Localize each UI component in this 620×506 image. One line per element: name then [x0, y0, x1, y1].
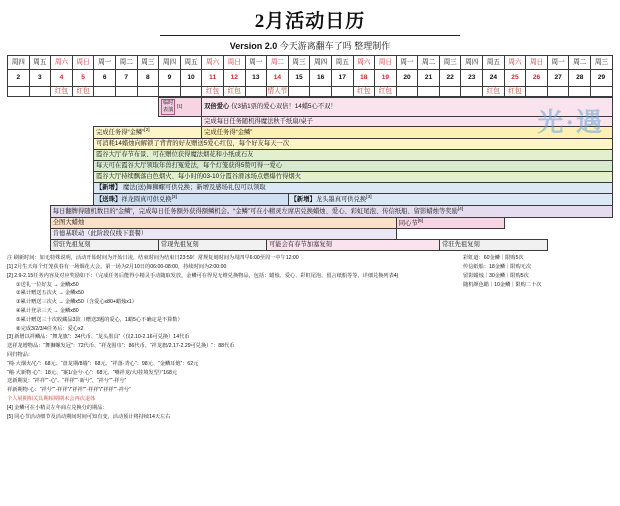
note-right-line: 留影蜡烛｜30金鳞｜限购5次 — [463, 272, 529, 279]
weekday-cell: 周二 — [115, 56, 137, 70]
row3-left: 完成任务得“金鳞”[2] — [94, 127, 202, 139]
table-row — [7, 205, 613, 217]
note-line: [3] 新增以祥鳞品：“舞龙旗”：34代币、“龙头墨具”（仅2.10-2.16可兑换）14代币 — [7, 334, 190, 341]
weekday-row — [8, 56, 613, 70]
day-sublabel — [245, 87, 267, 97]
day-sublabel — [526, 87, 548, 97]
note-line: 个人展期相关具期相期期末会再次退体 — [7, 395, 96, 402]
row13-right: 可能会有春节加塞复刻 — [267, 240, 440, 251]
day-sublabel-row — [8, 87, 613, 97]
row13-left: 常驻先祖复刻 — [50, 240, 158, 251]
temp-performance-tag: 临时 表演 — [162, 100, 174, 113]
weekday-cell: 周六 — [504, 56, 526, 70]
day-sublabel — [396, 87, 418, 97]
row11-right: 同心节[5] — [396, 217, 504, 229]
day-number: 27 — [547, 70, 569, 87]
table-row — [7, 217, 613, 229]
note-line: 送祥龙增物品：“舞狮螺发冠”：72代币、“祥龙围巾”：86代币、“祥龙旗/2.17-2.29可兑换）“：88代币 — [7, 343, 235, 350]
table-row — [7, 150, 613, 161]
weekday-cell: 周二 — [267, 56, 289, 70]
table-row — [7, 182, 613, 193]
table-row — [7, 171, 613, 182]
day-number: 13 — [245, 70, 267, 87]
weekday-cell: 周三 — [137, 56, 159, 70]
day-number: 19 — [375, 70, 397, 87]
table-row — [7, 161, 613, 172]
weekday-cell: 周四 — [461, 56, 483, 70]
day-number: 23 — [461, 70, 483, 87]
subtitle-text: 今天游离翻车了吗 整理制作 — [279, 41, 391, 51]
day-number: 28 — [569, 70, 591, 87]
row13-far: 常驻先祖复刻 — [440, 240, 548, 251]
day-number: 12 — [223, 70, 245, 87]
table-row — [7, 139, 613, 150]
day-number: 25 — [504, 70, 526, 87]
page-subtitle — [0, 39, 620, 52]
day-sublabel: 红包 — [504, 87, 526, 97]
day-number: 11 — [202, 70, 224, 87]
double-heart-text: 仅3猫1票的爱心双倍！14蜡5心不双！ — [231, 102, 337, 110]
note-line: 注 刷新时间：如无特殊说明，活动开始时间为开始日凌，结束时间为结束日23:59！常规复刻时间为周四早6:00至周一中午12:00 — [7, 255, 299, 262]
weekday-cell: 周一 — [245, 56, 267, 70]
note-right-line: 传信纸船：18金鳞｜限购无次 — [463, 263, 532, 270]
weekday-cell: 周三 — [288, 56, 310, 70]
weekday-cell: 周一 — [94, 56, 116, 70]
weekday-cell: 周六 — [51, 56, 73, 70]
day-sublabel — [331, 87, 353, 97]
day-number: 20 — [396, 70, 418, 87]
day-number: 29 — [591, 70, 613, 87]
note-line: 祥新期物·心：“祥兮”“·祥祥”/“祥祥”“·祥祥”/“祥祥”“·祥兮” — [7, 387, 131, 394]
weekday-cell: 周一 — [396, 56, 418, 70]
weekday-cell: 周日 — [375, 56, 397, 70]
row12-content: 肯德基联动（此阶段仅线下套餐） — [50, 229, 396, 240]
document-page — [0, 6, 620, 506]
note-line: “稽·大新物·心”：18元、“案1/金兮·心”：68元、“嘴祥龙/大/挂境发型）”168元 — [7, 369, 178, 376]
notes-section — [7, 255, 613, 422]
day-number: 22 — [439, 70, 461, 87]
day-number: 24 — [483, 70, 505, 87]
day-sublabel: 红包 — [51, 87, 73, 97]
weekday-cell: 周五 — [331, 56, 353, 70]
day-sublabel: 红包 — [72, 87, 94, 97]
day-number: 26 — [526, 70, 548, 87]
day-number: 9 — [159, 70, 181, 87]
day-number: 7 — [115, 70, 137, 87]
day-sublabel — [115, 87, 137, 97]
day-sublabel: 红包 — [375, 87, 397, 97]
note-line: ②累计赠送五次火 → 金鳞x50 — [16, 290, 84, 297]
weekday-cell: 周一 — [547, 56, 569, 70]
day-number: 21 — [418, 70, 440, 87]
day-sublabel — [29, 87, 51, 97]
day-number: 4 — [51, 70, 73, 87]
day-number: 18 — [353, 70, 375, 87]
day-number: 16 — [310, 70, 332, 87]
row6-content: 每天可在霞谷大厅领取年兽打冤爱法，每个灯笼获得5赞可得一爱心 — [94, 161, 613, 172]
day-sublabel — [547, 87, 569, 97]
weekday-cell: 周二 — [418, 56, 440, 70]
weekday-cell: 周五 — [29, 56, 51, 70]
day-number: 5 — [72, 70, 94, 87]
weekday-cell: 周四 — [310, 56, 332, 70]
day-number: 3 — [29, 70, 51, 87]
day-number: 10 — [180, 70, 202, 87]
row2-content: 完成每日任务随机得魔法秋千纸扇/桌子 — [202, 116, 613, 127]
weekday-cell: 周日 — [526, 56, 548, 70]
note-line: 送新期复：“祥祥”“·心”、“祥祥”“·新兮”、“祥兮”“·祥兮” — [7, 378, 127, 385]
row4-content: 可消耗14蜡烛向解锁了背背的好友赠送5爱心红包，每个好友每天一次 — [94, 139, 613, 150]
day-sublabel — [180, 87, 202, 97]
day-sublabel: 红包 — [483, 87, 505, 97]
note-line: [1] 2月生天每个灯笼获春有一场烟花大会，第一场为2月10日的06:00-08:00，持续时间为2:00:00 — [7, 263, 227, 270]
day-sublabel — [418, 87, 440, 97]
table-row — [7, 127, 613, 139]
title-divider — [160, 35, 460, 36]
row11-left: 全图大蜡烛 — [50, 217, 396, 229]
note-line: ①送礼一位好友 → 金鳞x50 — [16, 281, 79, 288]
row5-content: 霞谷大厅春节布景、可在赠位获得魔法烟花和小纸或石友 — [94, 150, 613, 161]
note-right-line: 随机颜色蜡｜10金鳞｜限购二十次 — [463, 281, 542, 288]
calendar-header — [7, 55, 613, 97]
row9-left: 【送珠】祥龙圆真可供兑换[3] — [94, 193, 289, 205]
note-line: 回归物品： — [7, 351, 33, 358]
weekday-cell: 周二 — [569, 56, 591, 70]
watermark: 光·遇 — [537, 108, 604, 137]
note-right-line: 彩虹道：60金鳞｜限购5次 — [463, 255, 524, 262]
day-sublabel — [310, 87, 332, 97]
weekday-cell: 周日 — [72, 56, 94, 70]
day-sublabel — [94, 87, 116, 97]
day-sublabel — [591, 87, 613, 97]
row7-content: 霞谷大厅持续飘落白色烟火、每小时的03-10分霞谷滑冰场点燃爆竹得烟火 — [94, 171, 613, 182]
row8-content: 【新增】 魔法(送)舞狮螺可供兑换；新增及感场礼包可以领取 — [94, 182, 613, 193]
weekday-cell: 周四 — [159, 56, 181, 70]
row13-mid: 常现先祖复刻 — [158, 240, 266, 251]
day-number: 15 — [288, 70, 310, 87]
row3-right: 完成任务得“金鳞” — [202, 127, 613, 139]
day-number-row — [8, 70, 613, 87]
event-rows — [7, 97, 613, 251]
weekday-cell: 周六 — [353, 56, 375, 70]
day-sublabel — [8, 87, 30, 97]
weekday-cell: 周三 — [439, 56, 461, 70]
note-line: ④累计登录三天 → 金鳞x80 — [16, 307, 79, 314]
day-sublabel: 情人节 — [267, 87, 288, 95]
day-sublabel — [288, 87, 310, 97]
note-line: ⑥完成3/2/3/4任务后：爱心x2 — [16, 325, 84, 332]
table-row — [7, 193, 613, 205]
version-label: Version 2.0 — [229, 41, 278, 51]
note-line: [2] 2.9-2.15任务内容及对应奖励如下：（完成任务后能得小精灵手动随取发放，金鳞可在得见无维兑换物品，包括：蜡烛、爱心、彩虹尾泡、留言纸船等等，详细兑换列表4) — [7, 272, 399, 279]
weekday-cell: 周五 — [483, 56, 505, 70]
note-line: [5] 同心节活动细节及活动期间时间可知有变，活动预计将持续14天左右 — [7, 413, 171, 420]
day-number: 6 — [94, 70, 116, 87]
double-heart-label: 双倍爱心 — [204, 102, 230, 110]
weekday-cell: 周日 — [223, 56, 245, 70]
day-number: 14 — [267, 70, 289, 87]
row1-note-ref: [1] — [177, 104, 183, 110]
weekday-cell: 周三 — [591, 56, 613, 70]
day-number: 17 — [331, 70, 353, 87]
weekday-cell: 周四 — [8, 56, 30, 70]
table-row — [7, 240, 613, 251]
weekday-cell: 周五 — [180, 56, 202, 70]
day-sublabel: 红包 — [353, 87, 375, 97]
page-title: 2月活动日历 — [254, 11, 366, 32]
day-number: 8 — [137, 70, 159, 87]
new-tag: 【新增】 — [96, 183, 122, 191]
day-sublabel: 红包 — [202, 87, 224, 97]
row9-right: 【新增】龙头墨真可供兑换[3] — [288, 193, 612, 205]
note-line: ③累计赠送三次火 → 金鳞x50（含爱心x80+蜡烛x1） — [16, 299, 137, 306]
note-line: ⑤累计赠送三十次收藏品3款（赠送3题的爱心，1蜡5心不确定是不算数） — [16, 316, 183, 323]
table-row — [7, 116, 613, 127]
day-sublabel — [159, 87, 181, 97]
row10-content: 每日翻牌得随机数目的“金鳞”，完成每日任务额外获得额鳞机会。“金鳞”可在小精灵左席店兑换蜡烛、爱心、彩虹尾泡、传信纸船、留影蜡烛等奖励[4] — [50, 205, 612, 217]
note-line: “椅·大烟火/心”：68元、“盘龙期/8墙”：68元、“祥落·青心”：98元、“金鳞耳炮”：62元 — [7, 360, 199, 367]
day-sublabel — [461, 87, 483, 97]
day-sublabel — [137, 87, 159, 97]
row1-tag-cell — [158, 98, 201, 117]
table-row — [7, 98, 613, 117]
day-number: 2 — [8, 70, 30, 87]
table-row — [7, 229, 613, 240]
day-sublabel — [439, 87, 461, 97]
note-line: [4] 金鳞可在小精灵左年商左兑换分的期品： — [7, 404, 108, 411]
weekday-cell: 周六 — [202, 56, 224, 70]
day-sublabel: 红包 — [223, 87, 245, 97]
day-sublabel — [569, 87, 591, 97]
